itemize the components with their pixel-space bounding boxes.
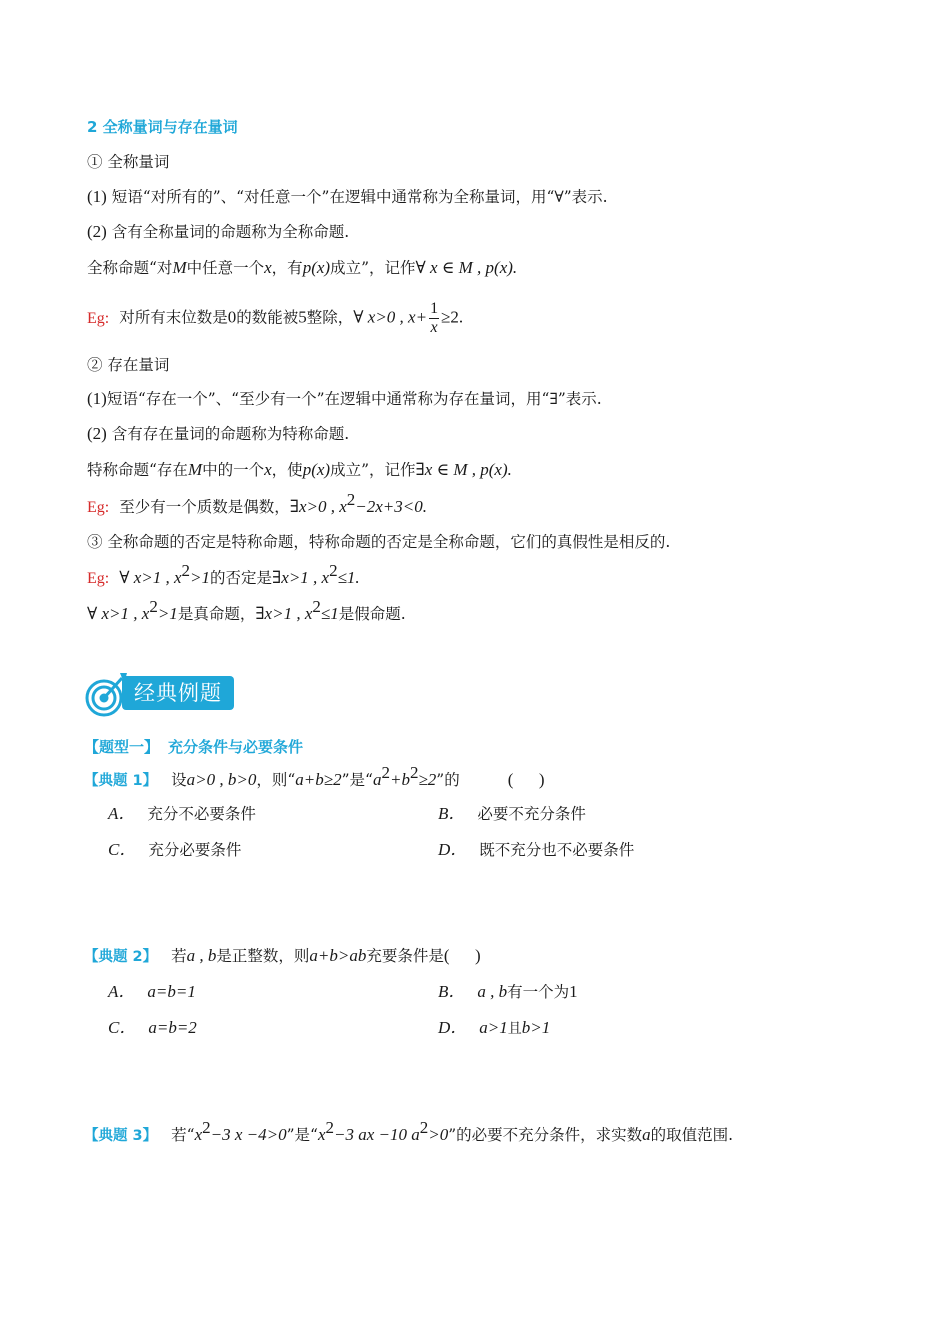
math: 0 (227, 307, 237, 327)
math: −3 x −4>0 (210, 1125, 287, 1144)
text: 中任意一个 (186, 259, 265, 277)
option-text: 充分必要条件 (148, 841, 242, 859)
eg-label: Eg: (87, 570, 110, 587)
superscript: 2 (329, 561, 338, 580)
option-text: 充分不必要条件 (147, 805, 256, 823)
universal-item-1 (87, 186, 608, 208)
question-tag: 【典题 2】 (84, 949, 158, 965)
math: +b (389, 770, 410, 789)
negation-example (87, 561, 360, 590)
option-math: a=b=1 (147, 982, 196, 1001)
math: a (372, 770, 382, 789)
section-title: 2 全称量词与存在量词 (87, 118, 238, 136)
superscript: 2 (202, 1118, 211, 1137)
option-math: a>1 (479, 1018, 508, 1037)
existential-item-1 (87, 388, 602, 410)
text: ”是“ (286, 1126, 318, 1144)
math: ∃x ∈ M , p(x). (415, 460, 512, 479)
superscript: 2 (409, 763, 419, 782)
math: >1 (190, 568, 211, 587)
text: 至少有一个质数是偶数， (119, 498, 290, 516)
universal-example (87, 300, 463, 337)
math: M (172, 258, 187, 277)
fraction (429, 300, 439, 337)
text: ，则“ (256, 771, 296, 789)
superscript: 2 (149, 597, 158, 616)
option-text: 有一个为 (507, 983, 570, 1001)
superscript: 2 (181, 561, 191, 580)
option-label: B． (438, 982, 466, 1001)
text: 若“ (171, 1126, 195, 1144)
item-number: (2) (87, 222, 107, 241)
existential-heading: ② 存在量词 (87, 356, 170, 374)
q2-option-a[interactable] (108, 981, 196, 1003)
item-number: (1) (87, 389, 107, 408)
classic-examples-banner (84, 670, 244, 720)
option-math: a=b=2 (148, 1018, 197, 1037)
math: ≤1 (320, 604, 339, 623)
math: −3 ax −10 a (334, 1125, 420, 1144)
math: a>0 , b>0 (186, 770, 257, 789)
fraction-denominator: x (430, 319, 438, 336)
option-label: C． (108, 1018, 137, 1037)
math: >0 (428, 1125, 449, 1144)
item-text: 短语“对所有的”、“对任意一个”在逻辑中通常称为全称量词，用“∀”表示. (111, 188, 608, 206)
text: 全称命题“对 (87, 259, 173, 277)
answer-blank: ( ) (443, 946, 481, 965)
universal-item-2 (87, 221, 349, 243)
q1-option-d[interactable] (438, 839, 634, 861)
math: a+b>ab (309, 946, 367, 965)
text: 成立”，记作 (330, 259, 416, 277)
text: ，有 (271, 259, 303, 277)
question-type-title: 充分条件与必要条件 (167, 738, 303, 756)
text: 成立”，记作 (330, 461, 416, 479)
option-math: b>1 (521, 1018, 551, 1037)
math: ≥2. (441, 307, 464, 327)
math: ≤1. (337, 568, 360, 587)
q2-option-c[interactable] (108, 1017, 197, 1039)
text: ，使 (271, 461, 303, 479)
option-math: 1 (569, 982, 578, 1001)
text: ”的必要不充分条件，求实数 (448, 1126, 643, 1144)
text: 是真命题， (177, 605, 256, 623)
text: 设 (171, 771, 187, 789)
question-2 (84, 945, 481, 968)
question-tag: 【典题 3】 (84, 1128, 158, 1144)
text: 对所有末位数是 (119, 308, 228, 327)
question-type-tag: 【题型一】 (84, 738, 160, 756)
option-label: A． (108, 982, 136, 1001)
math: x (264, 258, 272, 277)
universal-heading: ① 全称量词 (87, 153, 170, 171)
option-label: D． (438, 1018, 468, 1037)
banner-title: 经典例题 (122, 676, 234, 710)
text: 中的一个 (202, 461, 265, 479)
option-label: A． (108, 804, 136, 823)
negation-text: ③ 全称命题的否定是特称命题，特称命题的否定是全称命题，它们的真假性是相反的. (87, 533, 671, 551)
math: ∀ x>1 , x (87, 604, 150, 623)
option-text: 必要不充分条件 (477, 805, 586, 823)
q1-option-a[interactable] (108, 803, 256, 825)
math: p(x) (302, 258, 331, 277)
math: x (194, 1125, 203, 1144)
q2-option-d[interactable] (438, 1017, 550, 1040)
math: ∀ x>1 , x (119, 568, 182, 587)
text: 的取值范围. (650, 1126, 734, 1144)
math: M (187, 460, 203, 479)
math: ∀ x ∈ M , p(x). (415, 258, 518, 277)
superscript: 2 (346, 490, 356, 509)
math: p(x) (302, 460, 331, 479)
fraction-numerator: 1 (430, 300, 439, 317)
existential-form (87, 459, 512, 481)
option-math: a , b (477, 982, 508, 1001)
math: ∃x>0 , x (289, 497, 347, 516)
math: a (642, 1125, 651, 1144)
math: ∀ x>0 , x+ (353, 307, 428, 327)
text: 整除， (306, 308, 354, 327)
item-text: 含有存在量词的命题称为特称命题. (111, 425, 350, 443)
superscript: 2 (419, 1118, 429, 1137)
math: ∃x>1 , x (255, 604, 313, 623)
superscript: 2 (312, 597, 321, 616)
item-text: 短语“存在一个”、“至少有一个”在逻辑中通常称为存在量词，用“∃”表示. (106, 390, 602, 408)
option-text: 且 (507, 1021, 522, 1037)
item-text: 含有全称量词的命题称为全称命题. (111, 223, 350, 241)
question-type-heading (84, 736, 303, 758)
eg-label: Eg: (87, 309, 110, 327)
universal-form (87, 257, 517, 279)
math: ∃x>1 , x (272, 568, 330, 587)
text: ”的 (436, 771, 460, 789)
q1-option-c[interactable] (108, 839, 241, 861)
text: 若 (171, 947, 187, 965)
negation-line-2 (87, 597, 406, 625)
text: 是正整数，则 (216, 947, 310, 965)
existential-example (87, 490, 427, 519)
math: a , b (186, 946, 217, 965)
existential-item-2 (87, 423, 349, 445)
superscript: 2 (381, 763, 390, 782)
question-tag: 【典题 1】 (84, 773, 158, 789)
option-label: D． (438, 840, 468, 859)
math: x (317, 1125, 326, 1144)
math: >1 (157, 604, 178, 623)
q2-option-b[interactable] (438, 981, 578, 1003)
text: 充要条件是 (366, 947, 444, 965)
math: a+b≥2 (295, 770, 342, 789)
text: 的否定是 (210, 569, 273, 587)
text: 特称命题“存在 (87, 461, 188, 479)
question-3 (84, 1118, 734, 1147)
question-1 (84, 763, 545, 792)
option-text: 既不充分也不必要条件 (479, 841, 635, 859)
math: −2x+3<0. (355, 497, 427, 516)
q1-option-b[interactable] (438, 803, 586, 825)
text: 是假命题. (338, 605, 406, 623)
eg-label: Eg: (87, 499, 110, 516)
math: ≥2 (418, 770, 437, 789)
text: 的数能被 (236, 308, 299, 327)
option-label: C． (108, 840, 137, 859)
math: 5 (298, 307, 307, 327)
item-number: (1) (87, 187, 107, 206)
option-label: B． (438, 804, 466, 823)
math: x (264, 460, 272, 479)
text: ”是“ (341, 771, 373, 789)
answer-blank: ( ) (507, 770, 545, 789)
superscript: 2 (325, 1118, 334, 1137)
item-number: (2) (87, 424, 107, 443)
